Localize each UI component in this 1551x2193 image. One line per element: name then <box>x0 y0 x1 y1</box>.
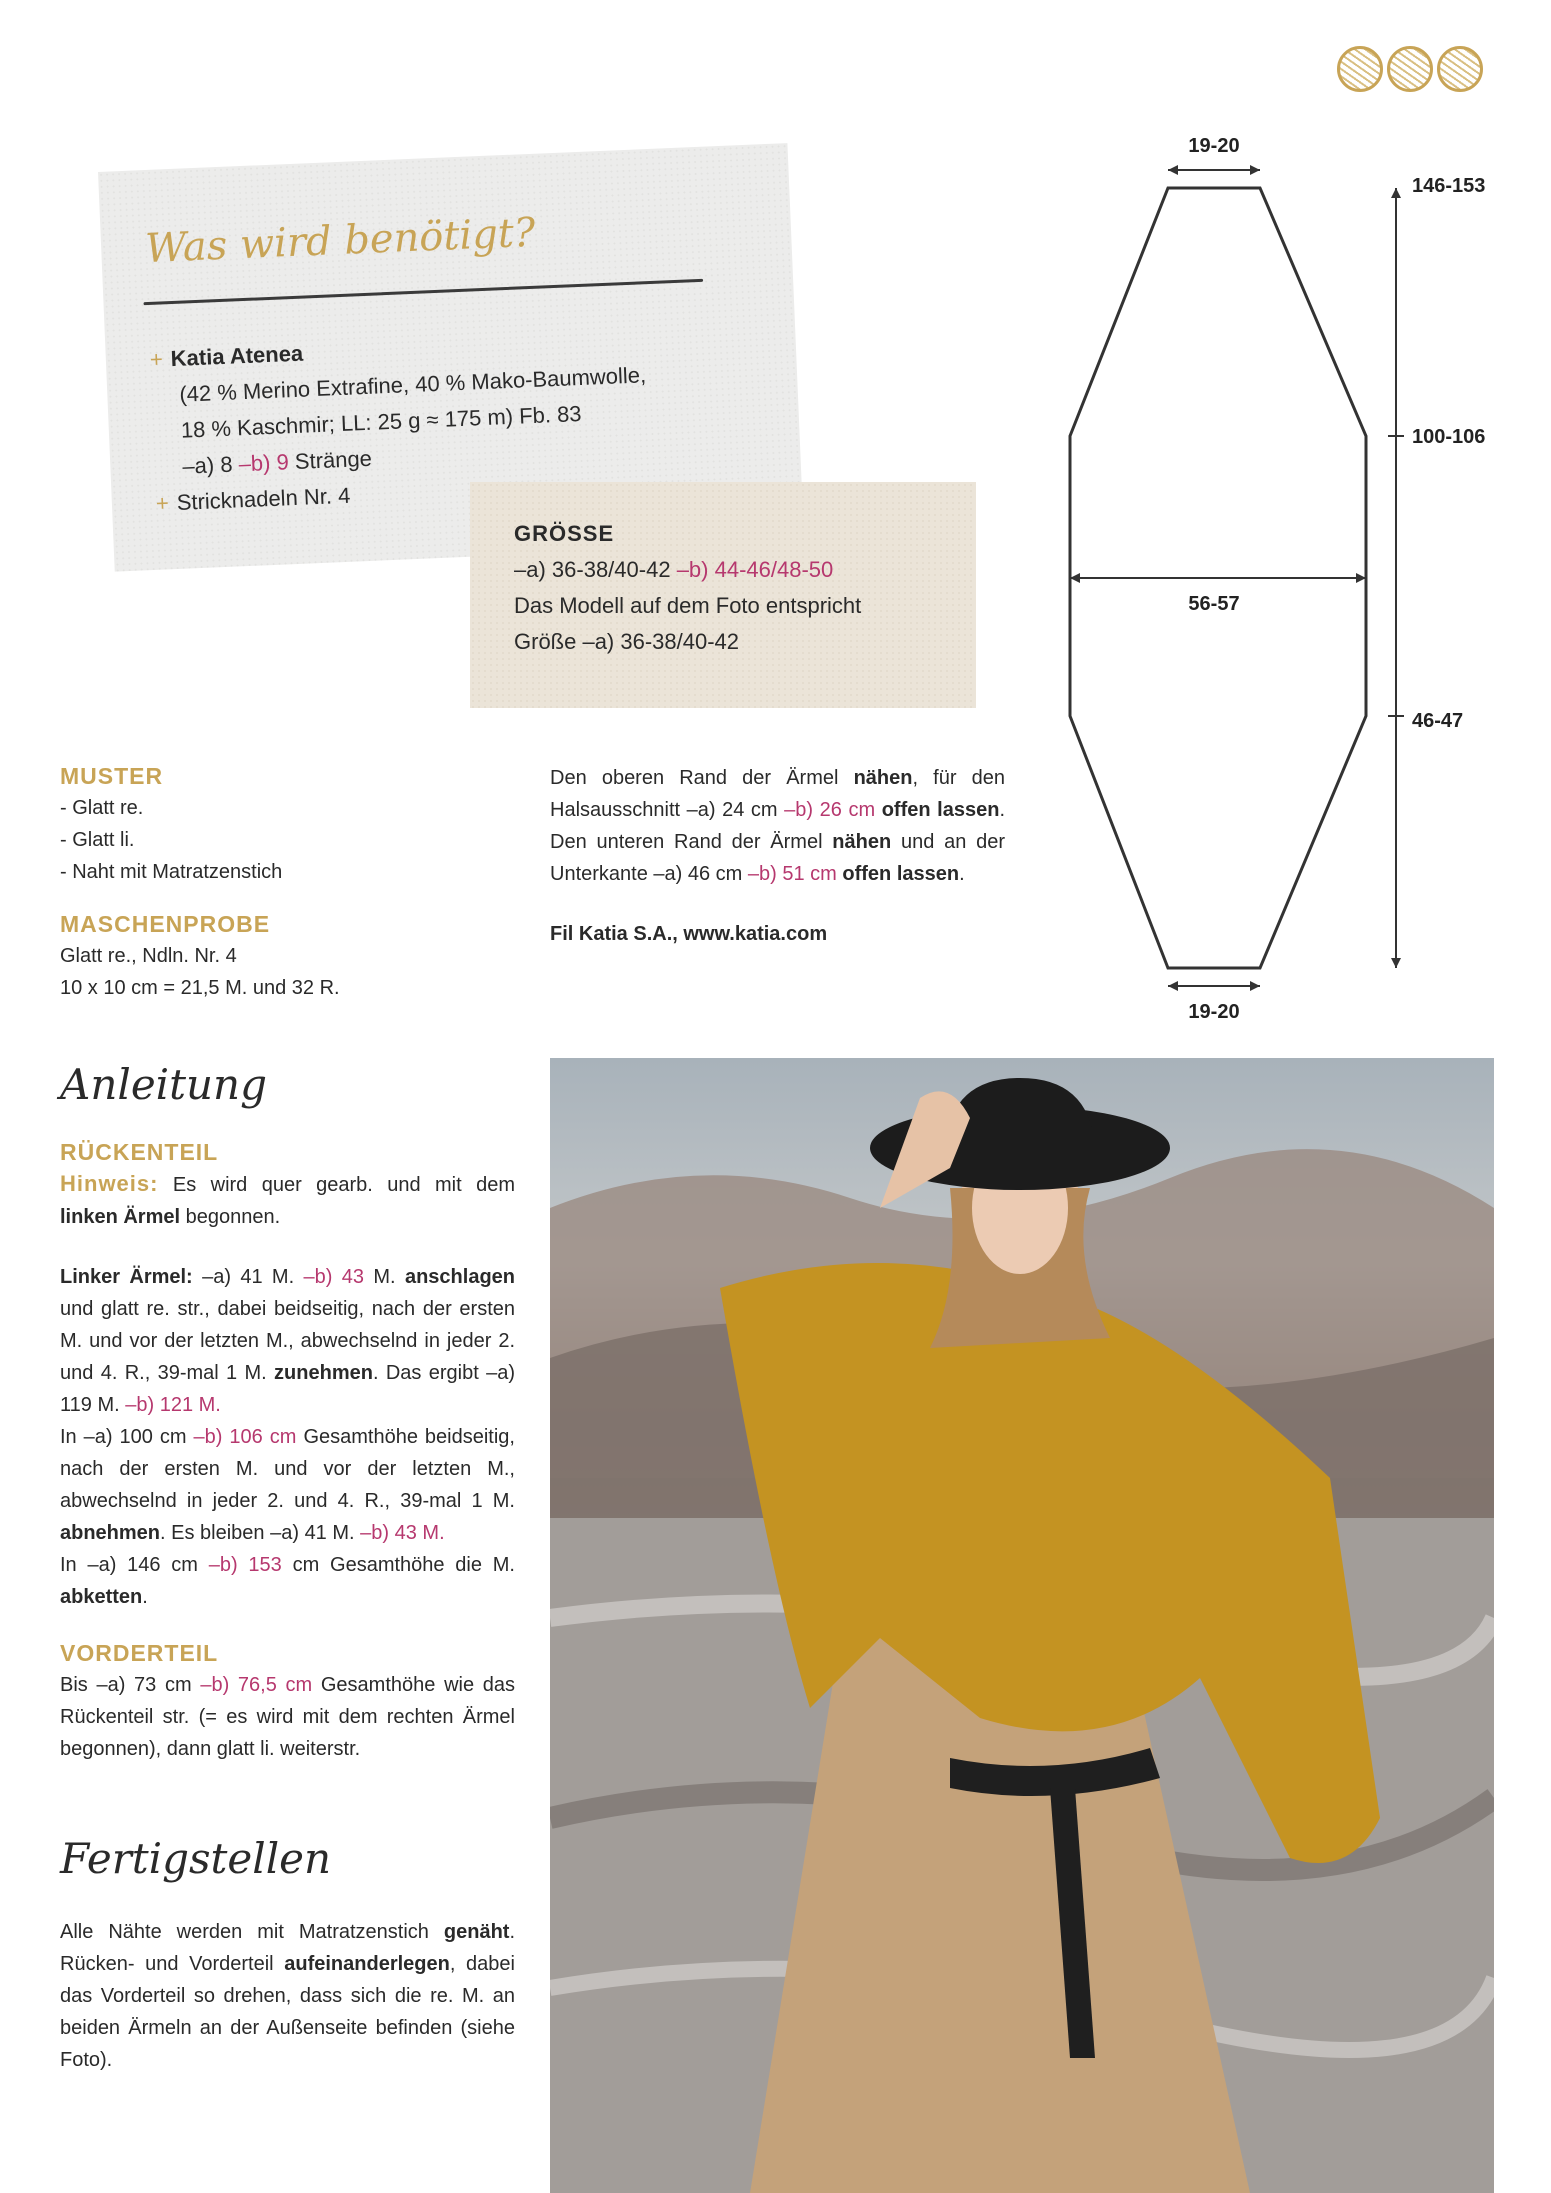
rueckenteil-title: RÜCKENTEIL <box>60 1139 219 1165</box>
fertigstellen-title: Fertigstellen <box>60 1834 332 1883</box>
assembly-text: Den oberen Rand der Ärmel nähen, für den Halsausschnitt –a) 24 cm –b) 26 cm offen lassen. Den unteren Rand der Ärmel nähen und an der Unterkante –a) 46 cm –b) 51 cm offen lassen. Fil Katia S.A., www.katia.com <box>550 762 1005 950</box>
muster-item: - Naht mit Matratzenstich <box>60 861 283 883</box>
plus-icon: + <box>149 346 164 372</box>
maschenprobe-line: Glatt re., Ndln. Nr. 4 <box>60 945 237 967</box>
photo-illustration <box>550 1058 1494 2193</box>
maschenprobe-title: MASCHENPROBE <box>60 911 271 937</box>
yarn-composition-2: 18 % Kaschmir; LL: 25 g ≈ 175 m) Fb. 83 <box>180 400 582 443</box>
maschenprobe-line: 10 x 10 cm = 21,5 M. und 32 R. <box>60 977 340 999</box>
title-underline <box>143 279 703 305</box>
model-size-2: Größe –a) 36-38/40-42 <box>514 629 740 654</box>
needles: Stricknadeln Nr. 4 <box>176 482 351 515</box>
yarn-ball-icon <box>1437 46 1483 92</box>
anleitung-title: Anleitung <box>60 1060 267 1109</box>
top-width-label: 19-20 <box>1188 135 1240 157</box>
muster-item: - Glatt re. <box>60 797 144 819</box>
vorderteil-title: VORDERTEIL <box>60 1640 219 1666</box>
abnahme: In –a) 100 cm –b) 106 cm Gesamthöhe beidseitig, nach der ersten M. und vor der letzten M., abwechselnd in jeder 2. und 4. R., 39-mal 1 M. abnehmen. Es bleiben –a) 41 M. –b) 43 M. <box>60 1426 515 1544</box>
instructions <box>60 1136 515 1765</box>
size-options: –a) 36-38/40-42 –b) 44-46/48-50 <box>514 557 834 582</box>
muster-item: - Glatt li. <box>60 829 135 851</box>
difficulty-indicator <box>1337 46 1483 92</box>
linker-aermel: Linker Ärmel: –a) 41 M. –b) 43 M. anschlagen und glatt re. str., dabei beidseitig, nach der ersten M. und vor der letzten M., abwechselnd in jeder 2. und 4. R., 39-mal 1 M. zunehmen. Das ergibt –a) 119 M. –b) 121 M. <box>60 1266 516 1416</box>
yarn-composition-1: (42 % Merino Extrafine, 40 % Mako-Baumwolle, <box>178 362 647 407</box>
yarn-quantity: –a) 8 –b) 9 Stränge <box>181 445 373 479</box>
total-height-label: 146-153 <box>1412 175 1486 197</box>
pattern-info <box>60 760 515 1004</box>
size-card <box>470 482 976 708</box>
hinweis: Hinweis: Es wird quer gearb. und mit dem linken Ärmel begonnen. <box>60 1171 515 1228</box>
yarn-ball-icon <box>1337 46 1383 92</box>
width-label: 56-57 <box>1188 593 1240 615</box>
mid-height-label: 100-106 <box>1412 426 1486 448</box>
plus-icon: + <box>155 490 170 516</box>
materials-title: Was wird benötigt? <box>144 209 537 273</box>
yarn-ball-icon <box>1387 46 1433 92</box>
finishing-text: Alle Nähte werden mit Matratzenstich genäht. Rücken- und Vorderteil aufeinanderlegen, dabei das Vorderteil so drehen, dass sich die re. M. an beiden Ärmeln an der Außenseite befinden (siehe Foto). <box>60 1921 516 2071</box>
size-title: GRÖSSE <box>514 521 615 546</box>
abketten: In –a) 146 cm –b) 153 cm Gesamthöhe die M. abketten. <box>60 1554 515 1608</box>
yarn-name: Katia Atenea <box>170 340 304 372</box>
credit: Fil Katia S.A., www.katia.com <box>550 923 828 945</box>
garment-schematic <box>1040 130 1510 1030</box>
muster-title: MUSTER <box>60 763 164 789</box>
lower-height-label: 46-47 <box>1412 710 1464 732</box>
model-photo <box>550 1058 1494 2193</box>
bottom-width-label: 19-20 <box>1188 1001 1240 1023</box>
vorderteil-text: Bis –a) 73 cm –b) 76,5 cm Gesamthöhe wie das Rückenteil str. (= es wird mit dem rechten Ärmel begonnen), dann glatt li. weiterstr. <box>60 1674 516 1760</box>
model-size-1: Das Modell auf dem Foto entspricht <box>514 593 862 618</box>
